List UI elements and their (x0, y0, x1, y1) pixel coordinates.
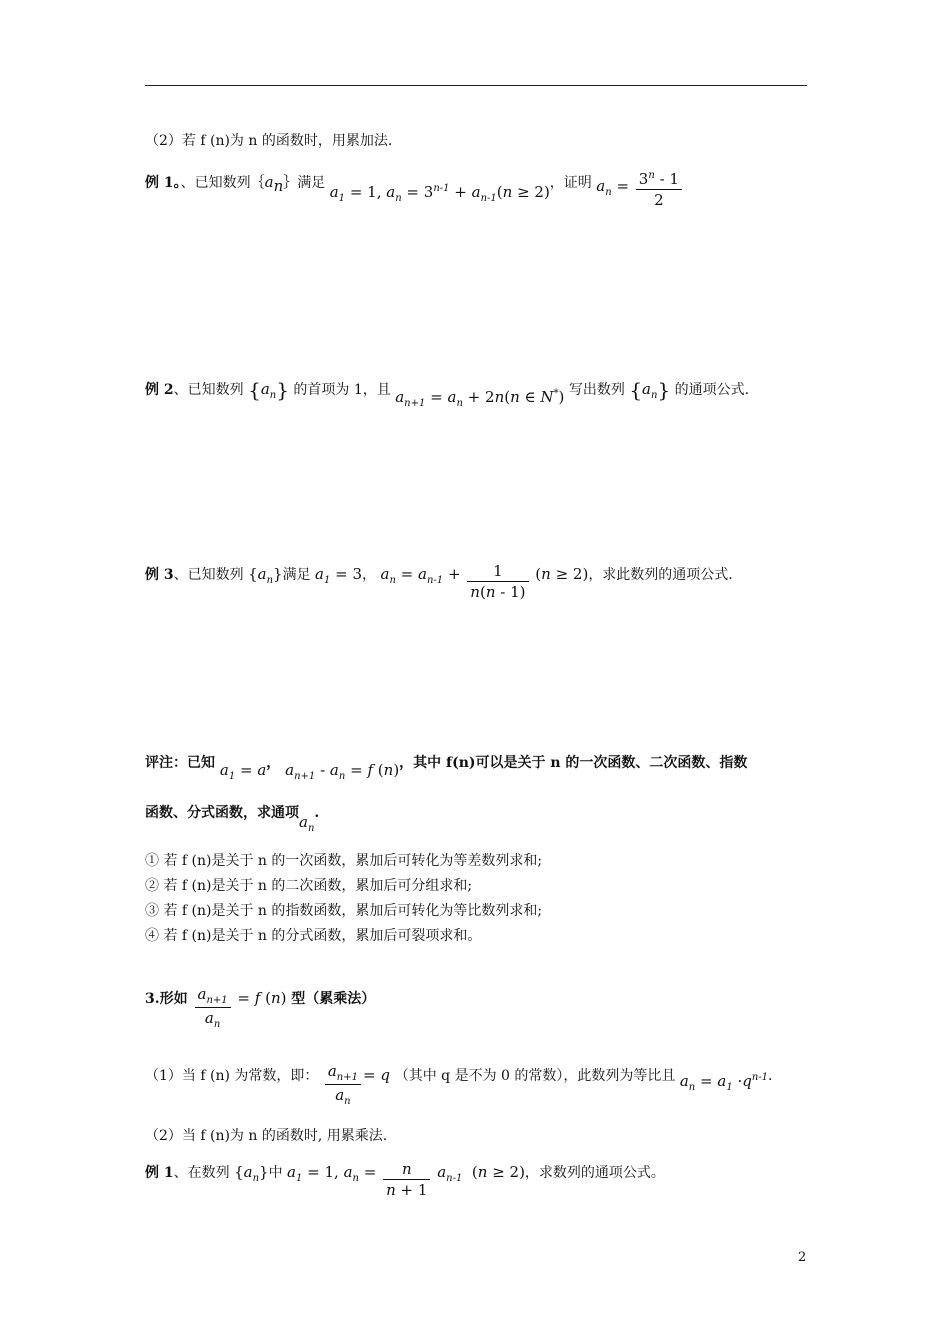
formula: $\{a_n\}$ (234, 1163, 269, 1184)
example-2: 例 2、已知数列 $\{a_n\}$ 的首项为 1，且 $a_{n+1} = a_n + 2n(n$ ∈ N*) 写出数列 $\{a_n\}$ 的通项公式. (145, 378, 750, 409)
rule-item: ② 若 f (n)是关于 n 的二次函数，累加后可分组求和; (145, 878, 473, 894)
formula: $a_n = a_{n-1}$ + $\frac{1}{n(n - 1)}$ (n ≥ 2) (380, 562, 589, 601)
section2-intro: （2）若 f (n)为 n 的函数时，用累加法. (145, 133, 393, 149)
formula: $a_1 = 1$, $a_n$ = $\frac{n}{n + 1}$ $a_{n-1}$ (n ≥ 2) (287, 1160, 525, 1199)
formula: $a_n$ = $\frac{3^n - 1}{2}$ (596, 177, 684, 195)
section-3-heading: 3.形如 $\frac{a_{n+1}}{a_n}$ = f (n) 型（累乘法） (145, 985, 376, 1030)
formula: $\frac{a_{n+1}}{a_n}$ = q (323, 1066, 395, 1084)
example-last: 例 1、在数列 $\{a_n\}$中 $a_1 = 1$, $a_n$ = $\frac{n}{n + 1}$ $a_{n-1}$ (n ≥ 2)，求数列的通项公式。 (145, 1160, 665, 1199)
example-1: 例 1。、已知数列$\{a_n\}$满足 $a_1 = 1$, $a_n = 3^{n-1} + a_{n-1}(n \ge 2)$，证明 $a_n$ = $\frac{3^n - 1}{2}$ (145, 166, 684, 205)
case-1: （1）当 f (n) 为常数，即： $\frac{a_{n+1}}{a_n}$ = q （其中 q 是不为 0 的常数），此数列为等比且 $a_n = a_1 \cdot q^{n-1}$. (145, 1062, 773, 1107)
rule-item: ① 若 f (n)是关于 n 的一次函数，累加后可转化为等差数列求和; (145, 853, 543, 869)
formula: $a_1 = 1$, $a_n = 3^{n-1} + a_{n-1}(n \ge 2)$ (329, 183, 550, 204)
comment-line-2: 函数、分式函数，求通项$a_n$. (145, 805, 320, 834)
formula: $\frac{a_{n+1}}{a_n}$ = f (n) (193, 989, 292, 1007)
page-number: 2 (798, 1250, 807, 1265)
formula: $a_{n+1} - a_n = f$ (n) (285, 761, 400, 782)
example-label: 例 1。 (145, 175, 181, 191)
example-3: 例 3、已知数列 $\{a_n\}$满足 $a_1 = 3$， $a_n = a_{n-1}$ + $\frac{1}{n(n - 1)}$ (n ≥ 2)，求此数列的通项公式. (145, 562, 733, 601)
rule-item: ④ 若 f (n)是关于 n 的分式函数，累加后可裂项求和。 (145, 928, 482, 944)
header-rule (145, 85, 807, 86)
formula: $\{a_n\}$ (629, 378, 671, 402)
formula: $a_n = a_1 \cdot q^{n-1}$ (679, 1072, 769, 1093)
rule-item: ③ 若 f (n)是关于 n 的指数函数，累加后可转化为等比数列求和; (145, 903, 543, 919)
formula: $\{a_n\}$ (248, 378, 289, 402)
example-label: 例 1 (145, 1165, 174, 1181)
formula: $a_1 = a$ (219, 761, 267, 782)
comment-line-1: 评注：已知 $a_1 = a$， $a_{n+1} - a_n = f$ (n)，其中 f(n)可以是关于 n 的一次函数、二次函数、指数 (145, 755, 748, 782)
formula: $\{a_n\}$ (248, 565, 283, 586)
example-label: 例 3 (145, 567, 174, 583)
formula: $a_{n+1} = a_n + 2n(n$ ∈ N*) (395, 388, 565, 409)
example-label: 例 2 (145, 382, 174, 398)
case-2: （2）当 f (n)为 n 的函数时, 用累乘法. (145, 1128, 388, 1144)
formula: $a_1 = 3$ (315, 565, 363, 586)
formula: $a_n$ (299, 813, 315, 834)
